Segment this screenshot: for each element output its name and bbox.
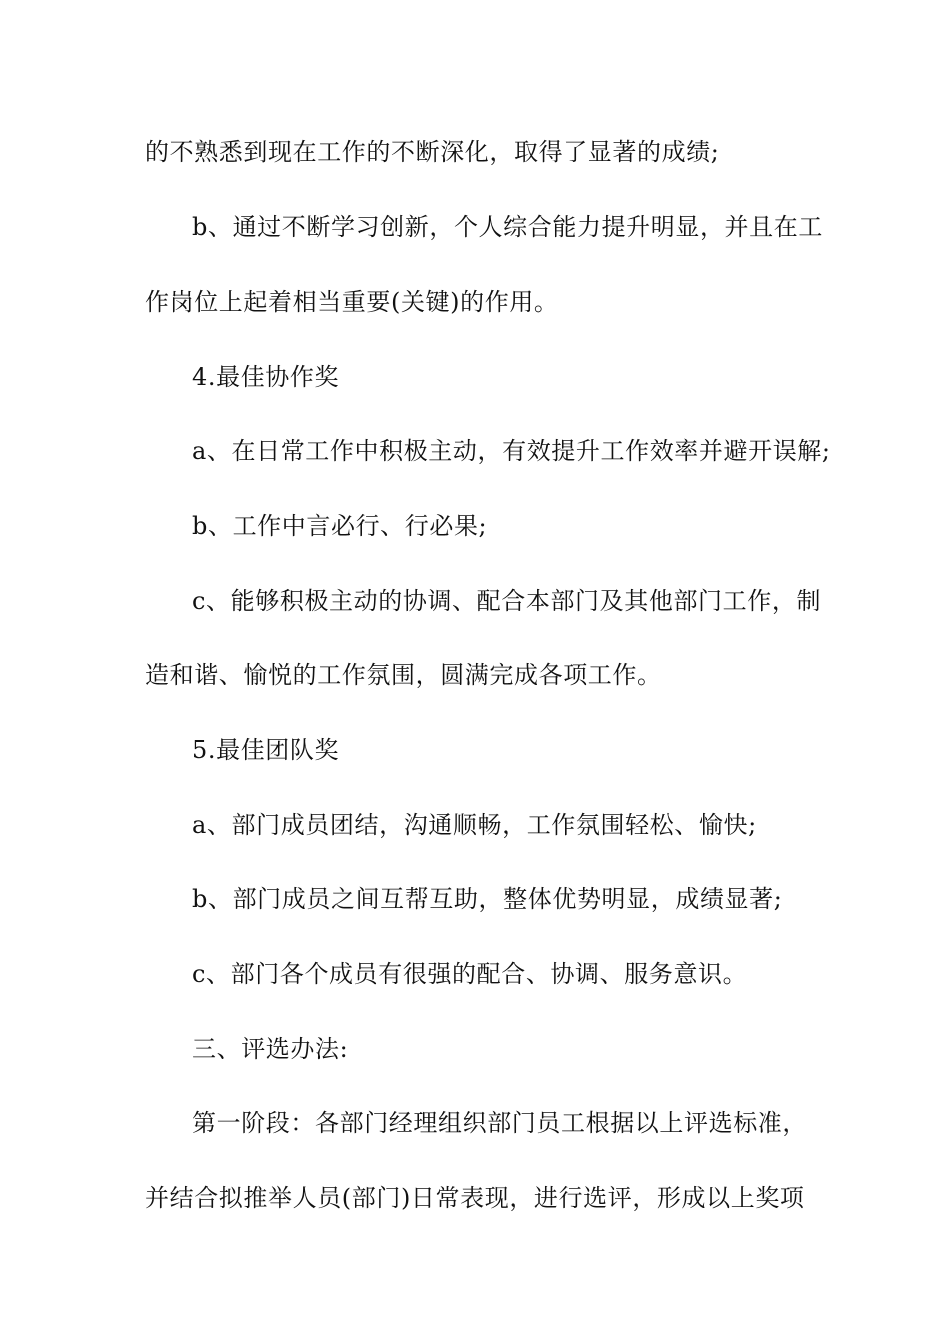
paragraph-line-continuation: 的不熟悉到现在工作的不断深化，取得了显著的成绩; [145, 138, 720, 166]
team-criterion-c: c、部门各个成员有很强的配合、协调、服务意识。 [192, 960, 748, 988]
section-heading-best-team: 5.最佳团队奖 [192, 736, 340, 764]
stage-one-line-2: 并结合拟推举人员(部门)日常表现，进行选评，形成以上奖项 [145, 1184, 805, 1212]
collaboration-criterion-a: a、在日常工作中积极主动，有效提升工作效率并避开误解; [192, 437, 831, 465]
criterion-b-line-1: b、通过不断学习创新，个人综合能力提升明显，并且在工 [192, 213, 823, 241]
collaboration-criterion-b: b、工作中言必行、行必果; [192, 512, 488, 540]
section-heading-best-collaboration: 4.最佳协作奖 [192, 363, 340, 391]
team-criterion-b: b、部门成员之间互帮互助，整体优势明显，成绩显著; [192, 885, 783, 913]
section-heading-selection-method: 三、评选办法: [192, 1035, 349, 1063]
collaboration-criterion-c-line-1: c、能够积极主动的协调、配合本部门及其他部门工作，制 [192, 587, 822, 615]
criterion-b-line-2: 作岗位上起着相当重要(关键)的作用。 [145, 288, 559, 316]
collaboration-criterion-c-line-2: 造和谐、愉悦的工作氛围，圆满完成各项工作。 [145, 661, 662, 689]
stage-one-line-1: 第一阶段：各部门经理组织部门员工根据以上评选标准， [192, 1109, 807, 1137]
team-criterion-a: a、部门成员团结，沟通顺畅，工作氛围轻松、愉快; [192, 811, 757, 839]
